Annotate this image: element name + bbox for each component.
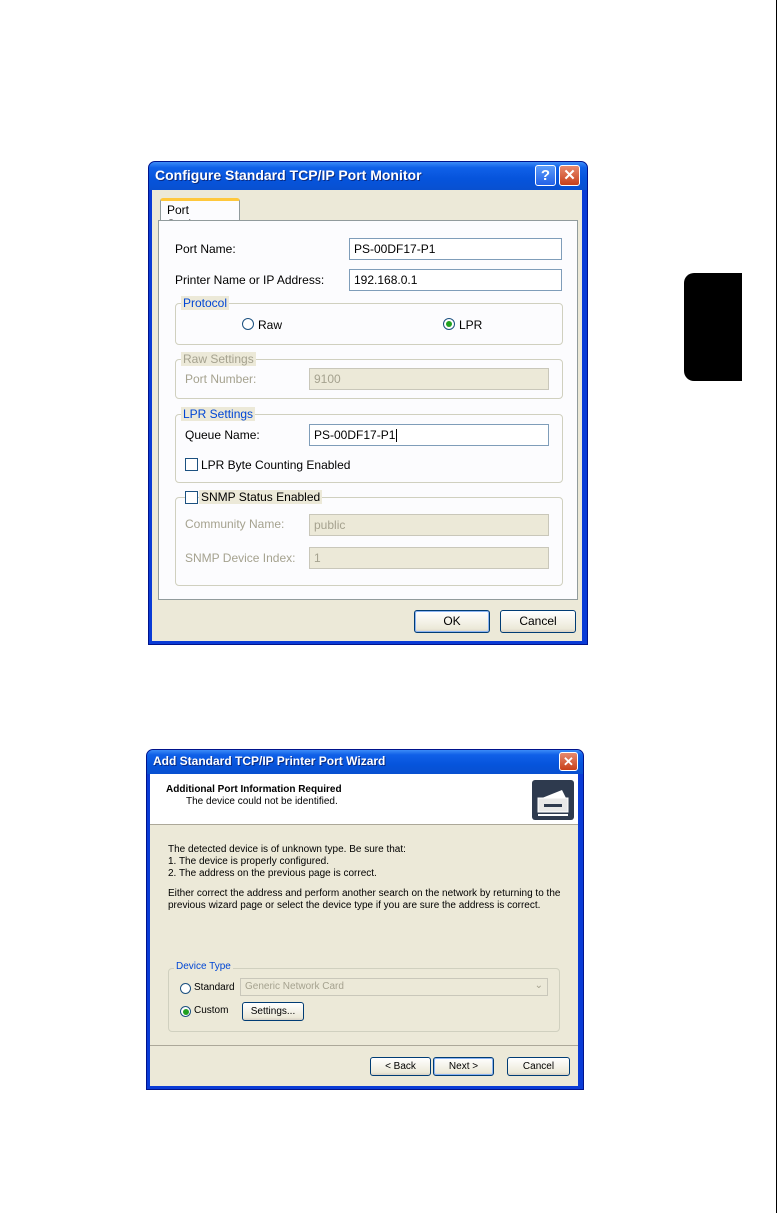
printer-address-input[interactable]: 192.168.0.1 xyxy=(349,269,562,291)
dialog-title: Configure Standard TCP/IP Port Monitor xyxy=(155,167,422,183)
raw-settings-legend: Raw Settings xyxy=(183,352,254,366)
queue-name-label: Queue Name: xyxy=(185,428,260,442)
section-tab-marker xyxy=(684,273,742,381)
queue-name-value: PS-00DF17-P1 xyxy=(314,428,396,442)
byte-counting-checkbox[interactable] xyxy=(185,458,198,471)
raw-radio[interactable] xyxy=(242,318,254,330)
wizard-header-subtitle: The device could not be identified. xyxy=(186,796,338,807)
community-name-label: Community Name: xyxy=(185,517,285,531)
body-line-5: previous wizard page or select the device type if you are sure the address is correct. xyxy=(168,900,541,911)
device-index-input[interactable]: 1 xyxy=(309,547,549,569)
snmp-group xyxy=(175,497,563,586)
port-name-input[interactable]: PS-00DF17-P1 xyxy=(349,238,562,260)
printer-address-label: Printer Name or IP Address: xyxy=(175,273,325,287)
device-index-label: SNMP Device Index: xyxy=(185,551,296,565)
wizard-client-area xyxy=(150,774,578,1086)
title-bar[interactable] xyxy=(149,162,587,190)
port-number-label: Port Number: xyxy=(185,372,257,386)
custom-label: Custom xyxy=(194,1005,229,1016)
back-button[interactable]: < Back xyxy=(370,1057,431,1076)
port-name-label: Port Name: xyxy=(175,242,236,256)
wizard-header-band xyxy=(150,774,578,825)
dialog-client-area xyxy=(152,190,582,641)
help-button[interactable]: ? xyxy=(535,165,556,186)
footer-divider xyxy=(150,1045,578,1046)
settings-button[interactable]: Settings... xyxy=(242,1002,304,1021)
printer-icon xyxy=(532,780,574,820)
community-name-input[interactable]: public xyxy=(309,514,549,536)
wizard-close-button[interactable]: ✕ xyxy=(559,752,578,771)
device-type-legend: Device Type xyxy=(176,961,231,972)
snmp-checkbox[interactable] xyxy=(185,491,198,504)
snmp-label: SNMP Status Enabled xyxy=(201,490,321,504)
queue-name-input[interactable] xyxy=(309,424,549,446)
next-button[interactable]: Next > xyxy=(433,1057,494,1076)
text-cursor xyxy=(396,429,397,442)
configure-port-dialog xyxy=(148,161,588,645)
device-type-select-value: Generic Network Card xyxy=(245,981,344,992)
byte-counting-label: LPR Byte Counting Enabled xyxy=(201,458,351,472)
wizard-cancel-button[interactable]: Cancel xyxy=(507,1057,570,1076)
add-port-wizard-dialog xyxy=(146,749,584,1090)
port-number-input[interactable]: 9100 xyxy=(309,368,549,390)
standard-radio[interactable] xyxy=(180,983,191,994)
standard-label: Standard xyxy=(194,982,235,993)
body-line-4: Either correct the address and perform another search on the network by returning to the xyxy=(168,888,561,899)
tab-port-settings[interactable]: Port xyxy=(160,198,240,221)
body-line-3: 2. The address on the previous page is correct. xyxy=(168,868,377,879)
cancel-button[interactable]: Cancel xyxy=(500,610,576,633)
ok-button[interactable]: OK xyxy=(414,610,490,633)
chevron-down-icon: ⌄ xyxy=(534,980,543,991)
protocol-group xyxy=(175,303,563,345)
wizard-header-title: Additional Port Information Required xyxy=(166,784,342,795)
raw-label: Raw xyxy=(258,318,283,332)
wizard-title-bar[interactable] xyxy=(147,750,583,774)
device-type-select[interactable] xyxy=(240,978,548,996)
body-line-2: 1. The device is properly configured. xyxy=(168,856,330,867)
custom-radio[interactable] xyxy=(180,1006,191,1017)
close-button[interactable]: ✕ xyxy=(559,165,580,186)
wizard-title: Add Standard TCP/IP Printer Port Wizard xyxy=(153,754,386,768)
lpr-radio[interactable] xyxy=(443,318,455,330)
page-edge-line xyxy=(776,0,777,1213)
protocol-legend: Protocol xyxy=(183,296,228,310)
body-line-1: The detected device is of unknown type. Be sure that: xyxy=(168,844,406,855)
lpr-label: LPR xyxy=(459,318,483,332)
tab-panel xyxy=(158,220,578,600)
lpr-settings-legend: LPR Settings xyxy=(183,407,254,421)
